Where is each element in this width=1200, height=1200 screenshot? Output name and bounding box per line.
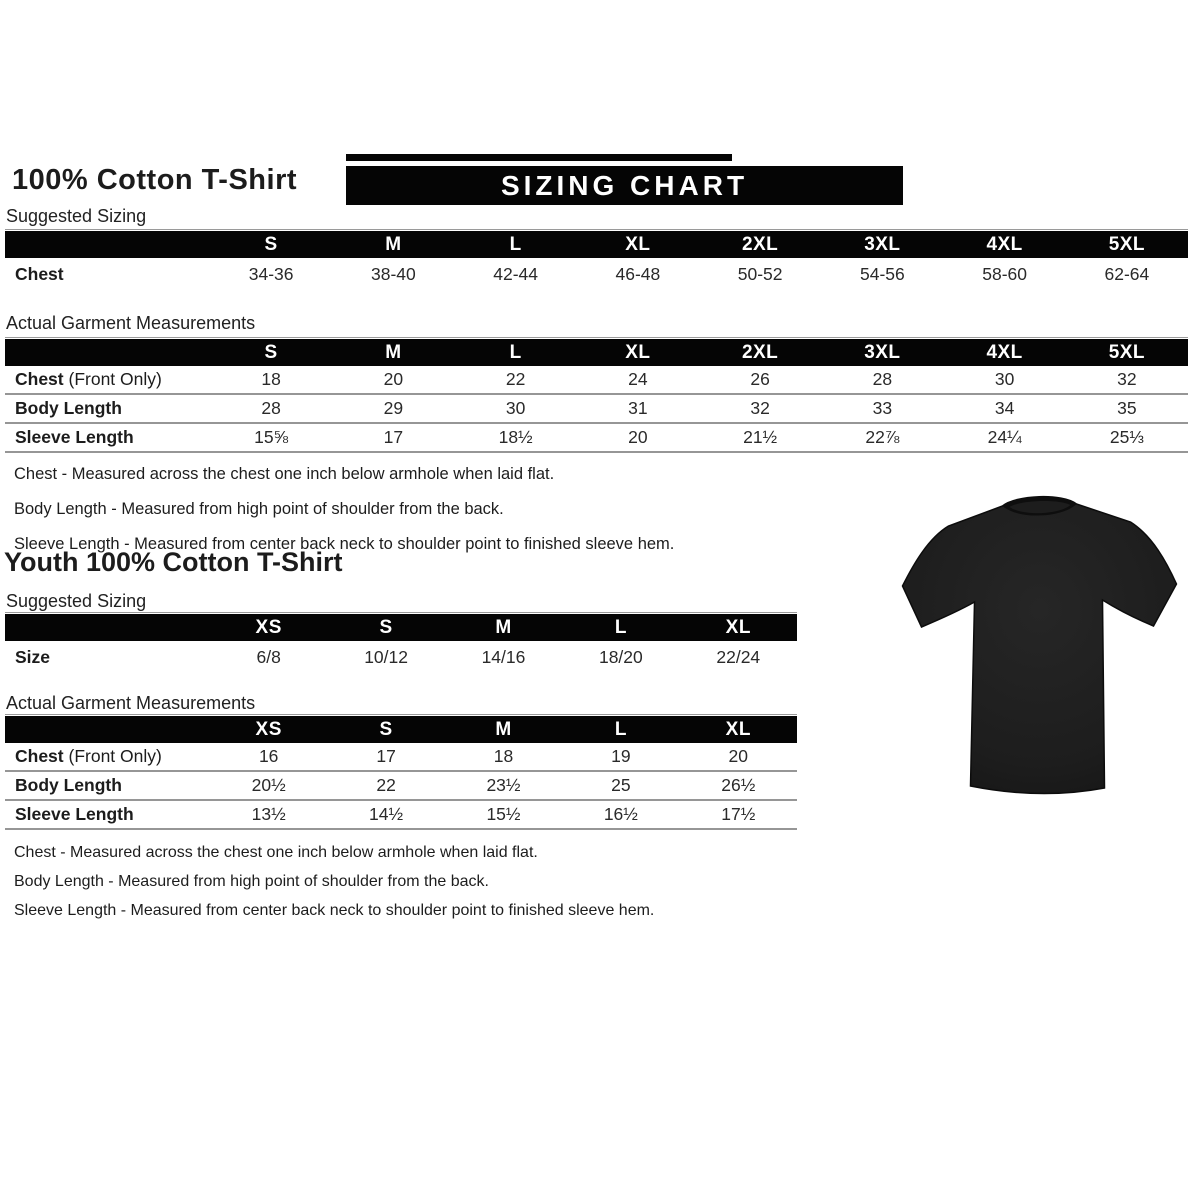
banner-top-strip	[346, 154, 732, 161]
banner-title: SIZING CHART	[500, 169, 749, 201]
row-label: Chest (Front Only)	[5, 743, 210, 771]
value-cell: 33	[821, 394, 943, 423]
value-cell: 13½	[210, 800, 327, 829]
value-cell: 17	[332, 423, 454, 452]
value-cell: 22/24	[716, 647, 761, 667]
adult-actual-measurements-label: Actual Garment Measurements	[6, 313, 256, 333]
table-row	[5, 743, 797, 771]
value-cell: 14½	[327, 800, 444, 829]
value-cell: 25	[562, 771, 679, 800]
value-cell: 29	[332, 394, 454, 423]
column-header: S	[327, 614, 444, 641]
youth-actual-measurements-table	[5, 716, 797, 830]
value-cell: 10/12	[364, 647, 408, 667]
note-line: Sleeve Length - Measured from center back neck to shoulder point to finished sleeve hem.	[14, 902, 655, 919]
value-cell: 15½	[445, 800, 562, 829]
column-header: 5XL	[1066, 339, 1188, 366]
youth-suggested-sizing-table	[5, 614, 797, 674]
column-header: 4XL	[944, 339, 1066, 366]
value-cell: 26½	[680, 771, 797, 800]
column-header: 2XL	[699, 339, 821, 366]
value-cell: 42-44	[493, 264, 538, 284]
column-header: XS	[210, 614, 327, 641]
table-row	[5, 394, 1188, 423]
value-cell: 17½	[680, 800, 797, 829]
table-row	[5, 258, 1188, 291]
value-cell: 25⅓	[1066, 423, 1188, 452]
value-cell: 6/8	[256, 647, 281, 667]
table-row	[5, 423, 1188, 452]
column-header: M	[445, 716, 562, 743]
value-cell: 20	[680, 743, 797, 771]
column-header: XL	[577, 231, 699, 258]
value-cell: 24¼	[944, 423, 1066, 452]
corner-cell	[5, 231, 210, 258]
value-cell: 16½	[562, 800, 679, 829]
value-cell: 19	[562, 743, 679, 771]
youth-actual-measurements-label: Actual Garment Measurements	[6, 693, 256, 713]
page-title: 100% Cotton T-Shirt	[12, 164, 298, 196]
table-row	[5, 641, 797, 674]
value-cell: 22	[455, 366, 577, 394]
value-cell: 26	[699, 366, 821, 394]
value-cell: 32	[1066, 366, 1188, 394]
tshirt-graphic	[888, 478, 1193, 813]
column-header: XL	[680, 716, 797, 743]
table-row	[5, 800, 797, 829]
note-line: Body Length - Measured from high point of shoulder from the back.	[14, 500, 504, 518]
youth-suggested-sizing	[5, 612, 797, 674]
value-cell: 34-36	[248, 264, 294, 284]
column-header: 3XL	[821, 231, 943, 258]
value-cell: 34	[944, 394, 1066, 423]
column-header: 3XL	[821, 339, 943, 366]
column-header: 5XL	[1066, 231, 1188, 258]
row-label: Body Length	[5, 771, 210, 800]
column-header: L	[455, 339, 577, 366]
column-header: L	[562, 614, 679, 641]
value-cell: 16	[210, 743, 327, 771]
value-cell: 22⅞	[821, 423, 943, 452]
value-cell: 23½	[445, 771, 562, 800]
value-cell: 18½	[455, 423, 577, 452]
column-header: M	[332, 339, 454, 366]
column-header: M	[445, 614, 562, 641]
corner-cell	[5, 614, 210, 641]
column-header: L	[455, 231, 577, 258]
value-cell: 38-40	[370, 264, 416, 284]
note-line: Chest - Measured across the chest one inch below armhole when laid flat.	[14, 844, 538, 861]
row-label: Size	[15, 647, 51, 667]
row-label: Chest (Front Only)	[5, 366, 210, 394]
youth-suggested-sizing-label: Suggested Sizing	[6, 591, 147, 611]
column-header: S	[210, 339, 332, 366]
adult-actual-measurements	[5, 337, 1188, 453]
value-cell: 58-60	[982, 264, 1027, 284]
column-header: L	[562, 716, 679, 743]
value-cell: 28	[821, 366, 943, 394]
tshirt-body	[903, 497, 1177, 794]
adult-suggested-sizing-table	[5, 231, 1188, 291]
row-label: Body Length	[5, 394, 210, 423]
value-cell: 20	[332, 366, 454, 394]
column-header: XL	[577, 339, 699, 366]
value-cell: 31	[577, 394, 699, 423]
row-label: Chest	[15, 264, 64, 284]
value-cell: 54-56	[859, 264, 905, 284]
youth-measurement-notes	[14, 838, 654, 925]
value-cell: 30	[455, 394, 577, 423]
youth-page-title: Youth 100% Cotton T-Shirt	[4, 547, 343, 577]
column-header: XS	[210, 716, 327, 743]
value-cell: 22	[327, 771, 444, 800]
column-header: M	[332, 231, 454, 258]
value-cell: 20½	[210, 771, 327, 800]
adult-actual-measurements-table	[5, 339, 1188, 453]
value-cell: 28	[210, 394, 332, 423]
value-cell: 62-64	[1104, 264, 1150, 284]
value-cell: 50-52	[737, 264, 783, 284]
table-row	[5, 366, 1188, 394]
note-line: Sleeve Length - Measured from center back neck to shoulder point to finished sleeve hem.	[14, 535, 675, 553]
value-cell: 24	[577, 366, 699, 394]
column-header: 4XL	[944, 231, 1066, 258]
black-tshirt-image	[888, 478, 1193, 813]
value-cell: 35	[1066, 394, 1188, 423]
note-line: Chest - Measured across the chest one inch below armhole when laid flat.	[14, 465, 555, 483]
value-cell: 32	[699, 394, 821, 423]
column-header: S	[210, 231, 332, 258]
value-cell: 20	[577, 423, 699, 452]
adult-suggested-sizing	[5, 229, 1188, 291]
row-label: Sleeve Length	[5, 800, 210, 829]
table-row	[5, 771, 797, 800]
adult-suggested-sizing-label: Suggested Sizing	[6, 206, 147, 226]
youth-actual-measurements	[5, 714, 797, 830]
column-header: S	[327, 716, 444, 743]
sizing-chart-banner	[346, 166, 903, 205]
column-header: XL	[680, 614, 797, 641]
value-cell: 18/20	[598, 647, 643, 667]
value-cell: 14/16	[481, 647, 526, 667]
note-line: Body Length - Measured from high point of shoulder from the back.	[14, 873, 489, 890]
value-cell: 21½	[699, 423, 821, 452]
value-cell: 15⅝	[210, 423, 332, 452]
corner-cell	[5, 716, 210, 743]
value-cell: 46-48	[615, 264, 661, 284]
value-cell: 18	[445, 743, 562, 771]
value-cell: 18	[210, 366, 332, 394]
row-label: Sleeve Length	[5, 423, 210, 452]
corner-cell	[5, 339, 210, 366]
value-cell: 17	[327, 743, 444, 771]
column-header: 2XL	[699, 231, 821, 258]
value-cell: 30	[944, 366, 1066, 394]
